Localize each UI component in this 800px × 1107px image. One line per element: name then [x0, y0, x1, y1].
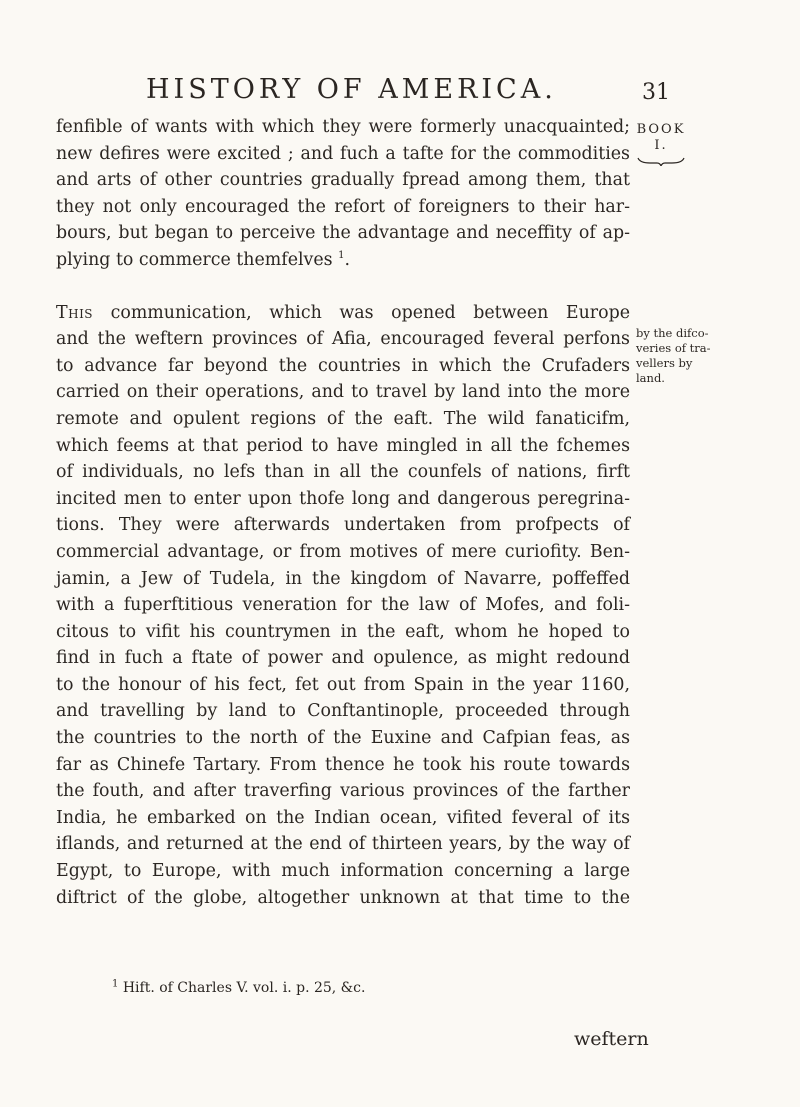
text-line: remote and opulent regions of the eaft. The wild fanaticifm,	[56, 408, 630, 429]
text-line: tions. They were afterwards undertaken from profpects of	[56, 515, 630, 536]
book-label: BOOK	[636, 122, 686, 137]
text-line: diftrict of the globe, altogether unknown at that time to the	[56, 887, 630, 908]
main-text	[56, 114, 630, 911]
margin-note-line: vellers by	[636, 356, 693, 370]
margin-note-line: by the difco-	[636, 326, 709, 340]
line-end: .	[344, 249, 351, 270]
text-line: find in fuch a ftate of power and opulence, as might redound	[56, 648, 630, 669]
margin-note	[636, 326, 726, 386]
text-line: and the weftern provinces of Afia, encouraged feveral perfons	[56, 329, 630, 350]
text-line: of individuals, no lefs than in all the counfels of nations, firft	[56, 462, 630, 483]
text-line: carried on their operations, and to travel by land into the more	[56, 382, 630, 403]
footnote-ref: 1	[338, 250, 345, 262]
margin-note-line: land.	[636, 371, 665, 385]
book-marker	[636, 122, 686, 166]
text-line: the countries to the north of the Euxine and Cafpian feas, as	[56, 728, 630, 749]
catchword: weftern	[574, 1028, 649, 1050]
paragraph	[56, 114, 630, 274]
running-title: HISTORY OF AMERICA.	[146, 74, 557, 105]
running-head	[0, 72, 800, 112]
text-line: the fouth, and after traverfing various provinces of the farther	[56, 781, 630, 802]
page-number: 31	[642, 80, 670, 105]
text-line: iflands, and returned at the end of thirteen years, by the way of	[56, 834, 630, 855]
text-line: commercial advantage, or from motives of mere curiofity. Ben-	[56, 541, 630, 562]
text-line: they not only encouraged the refort of foreigners to their har-	[56, 196, 630, 217]
line-text: communication, which was opened between Europe	[93, 302, 630, 323]
paragraph-lead: This	[56, 302, 94, 323]
text-line: India, he embarked on the Indian ocean, vifited feveral of its	[56, 807, 630, 828]
text-line: to the honour of his fect, fet out from Spain in the year 1160,	[56, 674, 630, 695]
text-line: bours, but began to perceive the advantage and neceffity of ap-	[56, 223, 630, 244]
text-line	[56, 300, 630, 327]
text-line: new defires were excited ; and fuch a tafte for the commodities	[56, 143, 630, 164]
text-line: jamin, a Jew of Tudela, in the kingdom of Navarre, poffeffed	[56, 568, 630, 589]
paragraph	[56, 300, 630, 912]
footnote	[112, 980, 365, 996]
text-line: citous to vifit his countrymen in the eaft, whom he hoped to	[56, 621, 630, 642]
text-line	[56, 247, 630, 274]
footnote-mark: 1	[112, 978, 119, 990]
brace-ornament	[636, 156, 686, 166]
footnote-text: Hift. of Charles V. vol. i. p. 25, &c.	[122, 980, 366, 996]
text-line: to advance far beyond the countries in which the Crufaders	[56, 355, 630, 376]
text-line: incited men to enter upon thofe long and dangerous peregrina-	[56, 488, 630, 509]
margin-note-line: veries of tra-	[636, 341, 711, 355]
line-text: plying to commerce themfelves	[56, 249, 333, 270]
text-line: which feems at that period to have mingled in all the fchemes	[56, 435, 630, 456]
text-line: and travelling by land to Conftantinople, proceeded through	[56, 701, 630, 722]
book-number: I.	[654, 138, 668, 153]
text-line: Egypt, to Europe, with much information concerning a large	[56, 861, 630, 882]
text-line: far as Chinefe Tartary. From thence he took his route towards	[56, 754, 630, 775]
text-line: and arts of other countries gradually fpread among them, that	[56, 170, 630, 191]
text-line: with a fuperftitious veneration for the law of Mofes, and foli-	[56, 595, 630, 616]
text-line: fenfible of wants with which they were formerly unacquainted;	[56, 117, 630, 137]
